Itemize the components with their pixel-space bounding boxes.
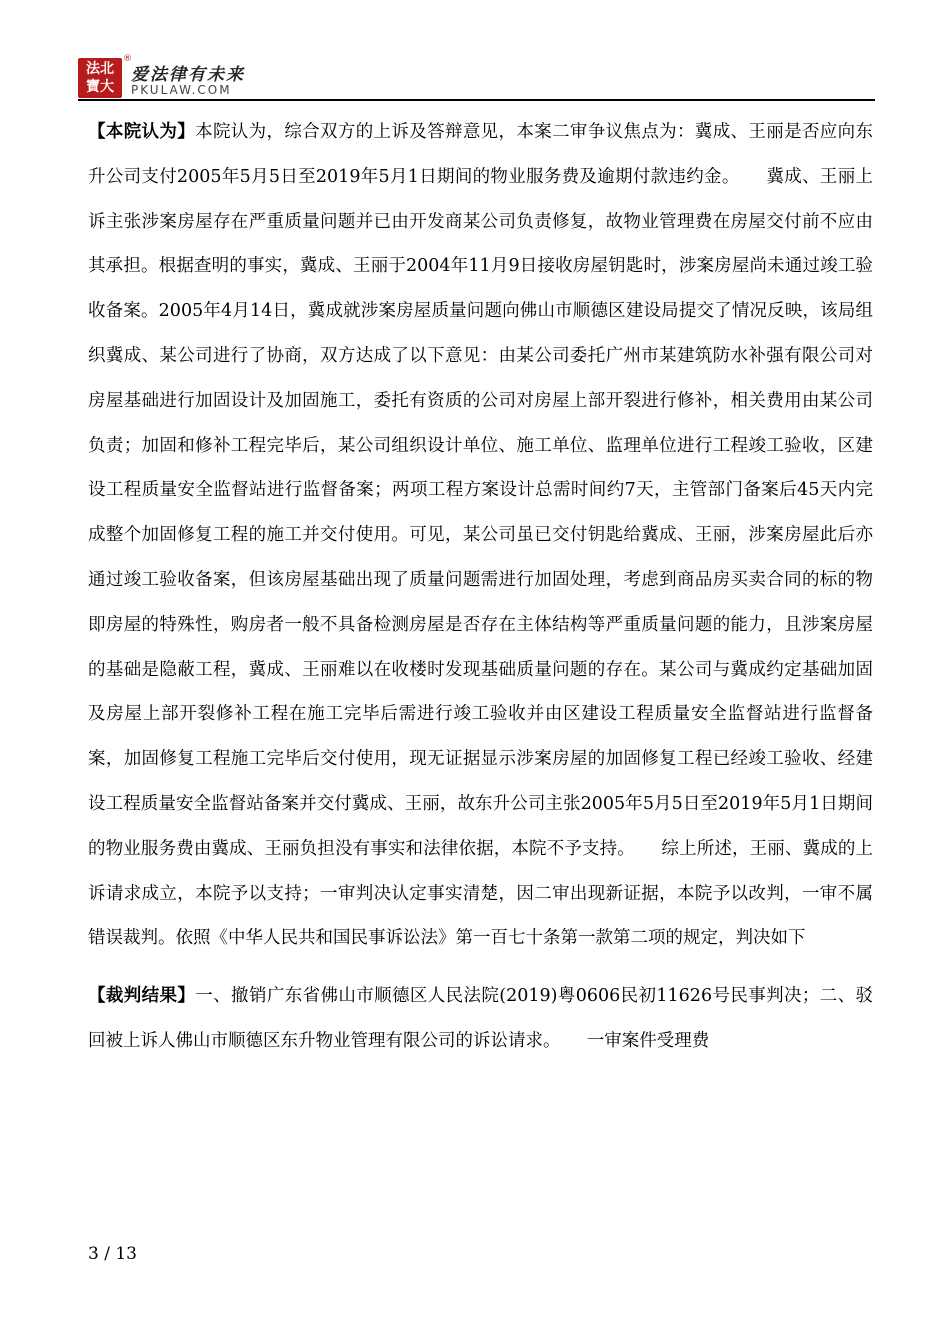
judgment-result-label: 【裁判结果】 [88,986,196,1007]
court-opinion-label: 【本院认为】 [88,122,196,142]
logo-site-url: PKULAW.COM [131,83,232,97]
logo-text: 法北 寶大 [86,61,114,95]
header-divider [78,99,875,101]
court-opinion-text: 本院认为，综合双方的上诉及答辩意见，本案二审争议焦点为：冀成、王丽是否应向东升公司支付2005年5月5日至2019年5月1日期间的物业服务费及逾期付款违约金。 冀成、王丽上诉主张涉案房屋存在严重质量问题并已由开发商某公司负责修复，故物业管理费在房屋交付前不应由其承担。根据查明的事实，冀成、王丽于2004年11月9日接收房屋钥匙时，涉案房屋尚未通过竣工验收备案。2005年4月14日，冀成就涉案房屋质量问题向佛山市顺德区建设局提交了情况反映，该局组织冀成、某公司进行了协商，双方达成了以下意见：由某公司委托广州市某建筑防水补强有限公司对房屋基础进行加固设计及加固施工，委托有资质的公司对房屋上部开裂进行修补，相关费用由某公司负责；加固和修补工程完毕后，某公司组织设计单位、施工单位、监理单位进行工程竣工验收，区建设工程质量安全监督站进行监督备案；两项工程方案设计总需时间约7天，主管部门备案后45天内完成整个加固修复工程的施工并交付使用。可见，某公司虽已交付钥匙给冀成、王丽，涉案房屋此后亦通过竣工验收备案，但该房屋基础出现了质量问题需进行加固处理，考虑到商品房买卖合同的标的物即房屋的特殊性，购房者一般不具备检测房屋是否存在主体结构等严重质量问题的能力，且涉案房屋的基础是隐蔽工程，冀成、王丽难以在收楼时发现基础质量问题的存在。某公司与冀成约定基础加固及房屋上部开裂修补工程在施工完毕后需进行竣工验收并由区建设工程质量安全监督站进行监督备案，加固修复工程施工完毕后交付使用，现无证据显示涉案房屋的加固修复工程已经竣工验收、经建设工程质量安全监督站备案并交付冀成、王丽，故东升公司主张2005年5月5日至2019年5月1日期间的物业服务费由冀成、王丽负担没有事实和法律依据，本院不予支持。 综上所述，王丽、冀成的上诉请求成立，本院予以支持；一审判决认定事实清楚，因二审出现新证据，本院予以改判，一审不属错误裁判。依照《中华人民共和国民事诉讼法》第一百七十条第一款第二项的规定，判决如下 [88,122,873,949]
page-header [0,0,950,100]
document-body [88,110,873,1077]
logo-slogan: 爱法律有未来 [131,65,245,85]
registered-mark: ® [123,54,132,64]
judgment-result-paragraph [88,974,873,1064]
judgment-result-text: 一、撤销广东省佛山市顺德区人民法院(2019)粤0606民初11626号民事判决；二、驳回被上诉人佛山市顺德区东升物业管理有限公司的诉讼请求。 一审案件受理费 [88,986,874,1051]
court-opinion-paragraph [88,110,873,961]
pkulaw-logo [78,58,122,98]
page-number: 3 / 13 [88,1244,137,1264]
